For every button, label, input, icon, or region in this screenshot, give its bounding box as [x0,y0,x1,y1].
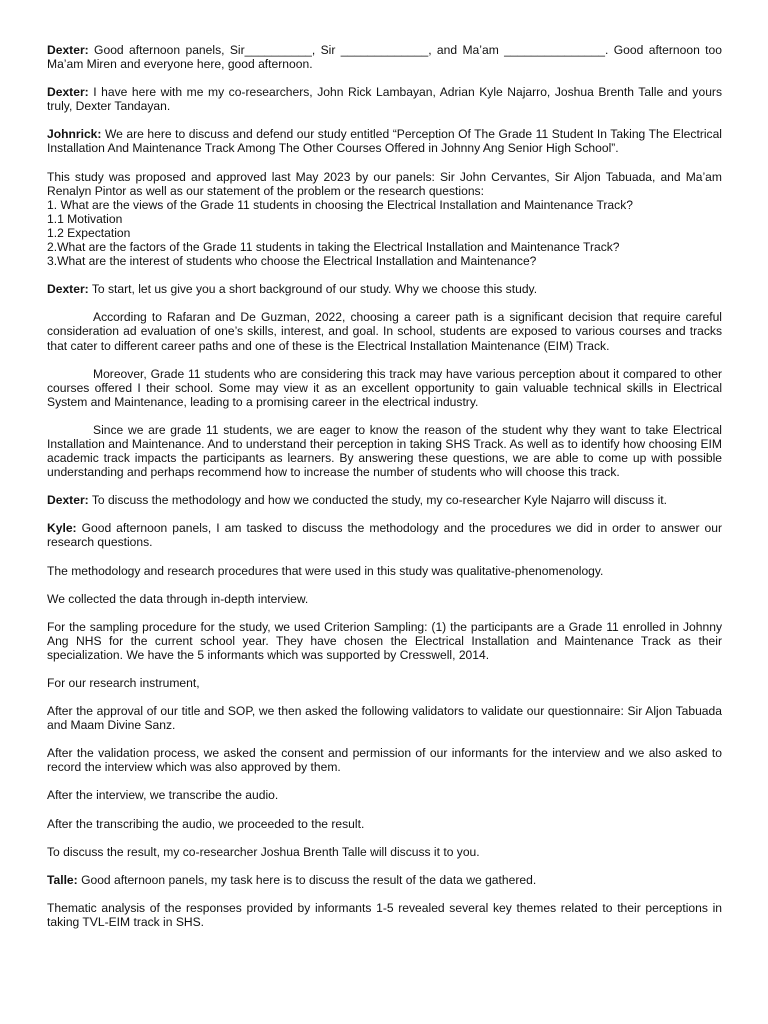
research-question: 1.1 Motivation [47,211,123,226]
paragraph-methodology-handoff [47,493,722,507]
paragraph-data-collection [47,592,722,606]
paragraph-text: Good afternoon panels, Sir__________, Sir _____________, and Ma’am _______________. Good afternoon too Ma’am Miren and everyone here, good afternoon. [47,43,722,72]
speaker-name: Johnrick: [47,127,102,142]
research-question: 2.What are the factors of the Grade 11 students in taking the Electrical Installation and Maintenance Track? [47,240,620,255]
paragraph-thematic-analysis [47,901,722,929]
paragraph-background-intro [47,282,722,296]
paragraph-result-step [47,817,722,831]
paragraph-text: Good afternoon panels, I am tasked to discuss the methodology and the procedures we did in order to answer our research questions. [47,521,722,550]
paragraph-text: For the sampling procedure for the study, we used Criterion Sampling: (1) the participants are a Grade 11 enrolled in Johnny Ang NHS for the current school year. They have chosen the Electrical Installation and Maintenance Track as their specialization. We have the 5 informants which was supported by Cresswell, 2014. [47,619,722,662]
paragraph-text: To discuss the methodology and how we conducted the study, my co-researcher Kyle Najarro will discuss it. [88,493,667,508]
paragraph-talle-intro [47,873,722,887]
paragraph-background-1 [47,310,722,352]
paragraph-text: Moreover, Grade 11 students who are considering this track may have various perception about it compared to other courses offered I their school. Some may view it as an excellent opportunity to gain valuable technical skills in Electrical System and Maintenance, leading to a promising career in the electrical industry. [47,366,722,409]
document-page [47,43,722,943]
paragraph-validators [47,704,722,732]
paragraph-text: For our research instrument, [47,676,200,690]
research-question: 1.2 Expectation [47,225,131,240]
paragraph-text: Since we are grade 11 students, we are eager to know the reason of the student why they want to take Electrical Installation and Maintenance. And to understand their perception in taking SHS Track. As well as to identify how choosing EIM academic track impacts the participants as learners. By answering these questions, we are able to come up with possible understanding and perhaps recommend how to increase the number of students who will choose this track. [47,422,722,480]
paragraph-study-title [47,127,722,155]
speaker-name: Dexter: [47,43,89,57]
paragraph-approval [47,170,722,198]
speaker-name: Talle: [47,872,78,887]
paragraph-kyle-intro [47,521,722,549]
paragraph-text: I have here with me my co-researchers, John Rick Lambayan, Adrian Kyle Najarro, Joshua Brenth Talle and yours truly, Dexter Tandayan. [47,85,722,114]
paragraph-text: After the validation process, we asked the consent and permission of our informants for the interview and we also asked to record the interview which was also approved by them. [47,746,722,775]
paragraph-introductions [47,85,722,113]
paragraph-result-handoff [47,845,722,859]
paragraph-text: This study was proposed and approved last May 2023 by our panels: Sir John Cervantes, Sir Aljon Tabuada, and Ma’am Renalyn Pintor as well as our statement of the problem or the research questions: [47,169,722,198]
paragraph-text: The methodology and research procedures that were used in this study was qualitative-phenomenology. [47,563,604,578]
paragraph-background-2 [47,367,722,409]
research-questions-list [47,198,722,268]
paragraph-text: To discuss the result, my co-researcher Joshua Brenth Talle will discuss it to you. [47,844,480,859]
speaker-name: Kyle: [47,521,77,536]
paragraph-greeting [47,43,722,71]
paragraph-sampling [47,620,722,662]
paragraph-text: After the transcribing the audio, we proceeded to the result. [47,816,365,831]
paragraph-text: We are here to discuss and defend our study entitled “Perception Of The Grade 11 Student In Taking The Electrical Installation And Maintenance Track Among The Other Courses Offered in Johnny Ang Senior High School”. [47,127,722,156]
paragraph-text: We collected the data through in-depth interview. [47,591,309,606]
paragraph-consent [47,746,722,774]
speaker-name: Dexter: [47,85,89,100]
paragraph-text: To start, let us give you a short background of our study. Why we choose this study. [88,282,538,297]
speaker-name: Dexter: [47,282,89,297]
paragraph-instrument [47,676,722,690]
research-question: 3.What are the interest of students who choose the Electrical Installation and Maintenance? [47,254,537,269]
paragraph-background-3 [47,423,722,479]
paragraph-text: According to Rafaran and De Guzman, 2022, choosing a career path is a significant decision that require careful consideration ad evaluation of one’s skills, interest, and goal. In school, students are exposed to various courses and tracks that cater to different career paths and one of these is the Electrical Installation Maintenance (EIM) Track. [47,310,722,353]
paragraph-transcribe [47,788,722,802]
paragraph-text: After the approval of our title and SOP, we then asked the following validators to validate our questionnaire: Sir Aljon Tabuada and Maam Divine Sanz. [47,704,722,733]
paragraph-text: Good afternoon panels, my task here is to discuss the result of the data we gathered. [77,872,537,887]
paragraph-methodology [47,564,722,578]
paragraph-text: Thematic analysis of the responses provided by informants 1-5 revealed several key themes related to their perceptions in taking TVL-EIM track in SHS. [47,900,722,929]
research-question: 1. What are the views of the Grade 11 students in choosing the Electrical Installation and Maintenance Track? [47,197,633,212]
speaker-name: Dexter: [47,493,89,508]
paragraph-text: After the interview, we transcribe the audio. [47,788,279,803]
